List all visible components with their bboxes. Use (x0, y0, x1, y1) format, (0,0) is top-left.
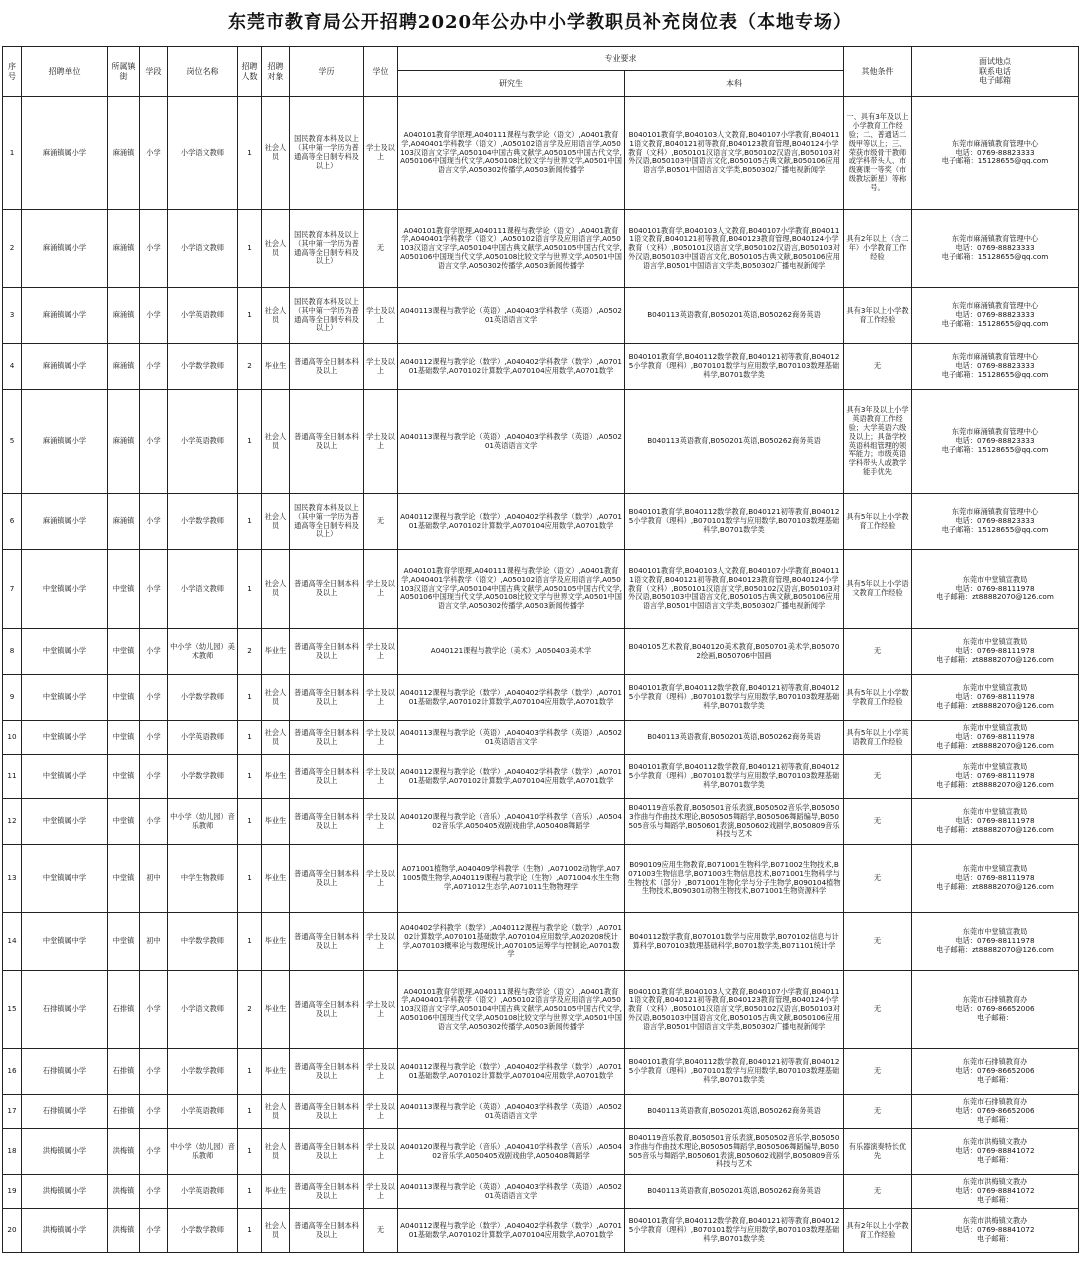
hire-count: 1 (238, 1129, 262, 1175)
stage: 小学 (140, 1129, 168, 1175)
degree: 学士及以上 (364, 629, 398, 675)
position-name: 小学英语教师 (168, 1175, 238, 1209)
row-number: 4 (3, 344, 22, 390)
stage: 小学 (140, 1209, 168, 1253)
bachelor-majors: B040101教育学,B040112数学教育,B040121初等教育,B040125小学教育（理科）,B070101数学与应用数学,B070103数理基础科学,B0701数学类 (625, 494, 844, 550)
header-unit: 招聘单位 (22, 47, 108, 97)
hire-target: 社会人员 (262, 97, 290, 210)
hire-target: 毕业生 (262, 1175, 290, 1209)
recruit-unit: 麻涌镇属小学 (22, 494, 108, 550)
stage: 小学 (140, 971, 168, 1049)
other-conditions: 无 (844, 344, 912, 390)
hire-target: 社会人员 (262, 1095, 290, 1129)
header-stage: 学段 (140, 47, 168, 97)
degree: 学士及以上 (364, 390, 398, 494)
contact-info: 东莞市石排镇教育办 电话：0769-86652006 电子邮箱： (912, 1049, 1079, 1095)
hire-count: 1 (238, 390, 262, 494)
hire-count: 1 (238, 675, 262, 721)
stage: 小学 (140, 97, 168, 210)
education: 国民教育本科及以上（其中第一学历为普通高等全日制专科及以上） (290, 97, 364, 210)
education: 普通高等全日制本科及以上 (290, 1175, 364, 1209)
table-row (3, 1209, 1079, 1253)
stage: 小学 (140, 550, 168, 629)
header-major: 专业要求 (398, 47, 844, 71)
degree: 学士及以上 (364, 1129, 398, 1175)
stage: 小学 (140, 629, 168, 675)
education: 普通高等全日制本科及以上 (290, 1049, 364, 1095)
town: 石排镇 (108, 1095, 140, 1129)
table-row (3, 971, 1079, 1049)
town: 石排镇 (108, 1049, 140, 1095)
degree: 学士及以上 (364, 344, 398, 390)
hire-count: 1 (238, 1175, 262, 1209)
education: 普通高等全日制本科及以上 (290, 344, 364, 390)
stage: 小学 (140, 755, 168, 799)
bachelor-majors: B040112数学教育,B070101数学与应用数学,B070102信息与计算科学,B070103数理基础科学,B0701数学类,B071101统计学 (625, 913, 844, 971)
contact-info: 东莞市中堂镇宣教局 电话：0769-88111978 电子邮箱：zt88882070@126.com (912, 721, 1079, 755)
position-name: 小学数学教师 (168, 1209, 238, 1253)
degree: 无 (364, 210, 398, 288)
table-row (3, 210, 1079, 288)
contact-info: 东莞市中堂镇宣教局 电话：0769-88111978 电子邮箱：zt88882070@126.com (912, 675, 1079, 721)
header-other: 其他条件 (844, 47, 912, 97)
hire-target: 社会人员 (262, 1129, 290, 1175)
town: 中堂镇 (108, 721, 140, 755)
recruit-unit: 石排镇属小学 (22, 971, 108, 1049)
bachelor-majors: B040113英语教育,B050201英语,B050262商务英语 (625, 1175, 844, 1209)
education: 国民教育本科及以上（其中第一学历为普通高等全日制专科及以上） (290, 288, 364, 344)
other-conditions: 具有3年及以上小学英语教育工作经验；大学英语六级及以上；具备学校英语科组管理的领军能力；市级英语学科带头人或教学能手优先 (844, 390, 912, 494)
table-row (3, 494, 1079, 550)
town: 麻涌镇 (108, 210, 140, 288)
grad-majors: A040113课程与教学论（英语）,A040403学科教学（英语）,A050201英语语言文学 (398, 288, 625, 344)
header-education: 学历 (290, 47, 364, 97)
position-name: 中学生物教师 (168, 845, 238, 913)
education: 普通高等全日制本科及以上 (290, 390, 364, 494)
stage: 小学 (140, 1175, 168, 1209)
bachelor-majors: B040101教育学,B040103人文教育,B040107小学教育,B040111语文教育,B040121初等教育,B040123教育管理,B040124小学教育（文科）,B050101汉语言文学,B050102汉语言,B050103对外汉语,B050103中国语言文化,B050105古典文献,B050106应用语言学,B0501中国语言文学类,B050302广播电视新闻学 (625, 550, 844, 629)
hire-target: 社会人员 (262, 675, 290, 721)
row-number: 3 (3, 288, 22, 344)
bachelor-majors: B040101教育学,B040103人文教育,B040107小学教育,B040111语文教育,B040121初等教育,B040123教育管理,B040124小学教育（文科）,B050101汉语言文学,B050102汉语言,B050103对外汉语,B050103中国语言文化,B050105古典文献,B050106应用语言学,B0501中国语言文学类,B050302广播电视新闻学 (625, 971, 844, 1049)
education: 普通高等全日制本科及以上 (290, 799, 364, 845)
town: 洪梅镇 (108, 1175, 140, 1209)
row-number: 13 (3, 845, 22, 913)
hire-count: 1 (238, 721, 262, 755)
other-conditions: 无 (844, 971, 912, 1049)
header-town: 所属镇街 (108, 47, 140, 97)
other-conditions: 无 (844, 1049, 912, 1095)
grad-majors: A040112课程与教学论（数学）,A040402学科教学（数学）,A070101基础数学,A070102计算数学,A070104应用数学,A0701数学 (398, 494, 625, 550)
recruit-unit: 中堂镇属中学 (22, 913, 108, 971)
other-conditions: 具有5年以上小学语文教育工作经验 (844, 550, 912, 629)
header-contact: 面试地点 联系电话 电子邮箱 (912, 47, 1079, 97)
position-name: 小学数学教师 (168, 494, 238, 550)
degree: 无 (364, 494, 398, 550)
contact-info: 东莞市中堂镇宣教局 电话：0769-88111978 电子邮箱：zt88882070@126.com (912, 799, 1079, 845)
town: 石排镇 (108, 971, 140, 1049)
other-conditions: 一、具有3年及以上小学教育工作经验；二、普通话二级甲等以上；三、荣获市级骨干教师或学科带头人、市级赛课一等奖（市级教坛新星）等称号。 (844, 97, 912, 210)
education: 普通高等全日制本科及以上 (290, 629, 364, 675)
table-row (3, 390, 1079, 494)
grad-majors: A040112课程与教学论（数学）,A040402学科教学（数学）,A070101基础数学,A070102计算数学,A070104应用数学,A0701数学 (398, 675, 625, 721)
table-row (3, 913, 1079, 971)
bachelor-majors: B040119音乐教育,B050501音乐表演,B050502音乐学,B050503作曲与作曲技术理论,B050505舞蹈学,B050506舞蹈编导,B050505音乐与舞蹈学,B050601表演,B050602戏剧学,B050809音乐科技与艺术 (625, 1129, 844, 1175)
stage: 小学 (140, 210, 168, 288)
education: 普通高等全日制本科及以上 (290, 971, 364, 1049)
contact-info: 东莞市麻涌镇教育管理中心 电话：0769-88823333 电子邮箱：15128655@qq.com (912, 288, 1079, 344)
hire-count: 1 (238, 97, 262, 210)
grad-majors: A040121课程与教学论（美术）,A050403美术学 (398, 629, 625, 675)
education: 普通高等全日制本科及以上 (290, 721, 364, 755)
position-name: 小学英语教师 (168, 721, 238, 755)
grad-majors: A040112课程与教学论（数学）,A040402学科教学（数学）,A070101基础数学,A070102计算数学,A070104应用数学,A0701数学 (398, 755, 625, 799)
header-grad: 研究生 (398, 71, 625, 97)
table-row (3, 799, 1079, 845)
degree: 学士及以上 (364, 550, 398, 629)
table-row (3, 675, 1079, 721)
education: 国民教育本科及以上（其中第一学历为普通高等全日制专科及以上） (290, 494, 364, 550)
table-row (3, 344, 1079, 390)
hire-count: 1 (238, 913, 262, 971)
position-name: 中小学（幼儿园）音乐教师 (168, 1129, 238, 1175)
bachelor-majors: B040101教育学,B040112数学教育,B040121初等教育,B040125小学教育（理科）,B070101数学与应用数学,B070103数理基础科学,B0701数学类 (625, 1209, 844, 1253)
recruit-unit: 中堂镇属小学 (22, 550, 108, 629)
position-name: 小学语文教师 (168, 550, 238, 629)
bachelor-majors: B040101教育学,B040112数学教育,B040121初等教育,B040125小学教育（理科）,B070101数学与应用数学,B070103数理基础科学,B0701数学类 (625, 344, 844, 390)
hire-target: 社会人员 (262, 721, 290, 755)
row-number: 12 (3, 799, 22, 845)
grad-majors: A040402学科教学（数学）,A040112课程与教学论（数学）,A070102计算数学,A070101基础数学,A070104应用数学,A020208统计学,A070103概率论与数理统计,A070105运筹学与控制论,A0701数学 (398, 913, 625, 971)
contact-info: 东莞市中堂镇宣教局 电话：0769-88111978 电子邮箱：zt88882070@126.com (912, 629, 1079, 675)
positions-table (2, 46, 1079, 1253)
other-conditions: 具有5年以上小学数学教育工作经验 (844, 675, 912, 721)
header-no: 序号 (3, 47, 22, 97)
contact-info: 东莞市洪梅镇文教办 电话：0769-88841072 电子邮箱： (912, 1129, 1079, 1175)
header-target: 招聘对象 (262, 47, 290, 97)
recruit-unit: 石排镇属小学 (22, 1095, 108, 1129)
recruit-unit: 麻涌镇属小学 (22, 210, 108, 288)
town: 麻涌镇 (108, 97, 140, 210)
row-number: 8 (3, 629, 22, 675)
education: 普通高等全日制本科及以上 (290, 550, 364, 629)
hire-count: 1 (238, 550, 262, 629)
position-name: 中学数学教师 (168, 913, 238, 971)
degree: 学士及以上 (364, 288, 398, 344)
table-row (3, 550, 1079, 629)
row-number: 15 (3, 971, 22, 1049)
bachelor-majors: B040113英语教育,B050201英语,B050262商务英语 (625, 721, 844, 755)
position-name: 小学英语教师 (168, 288, 238, 344)
grad-majors: A040113课程与教学论（英语）,A040403学科教学（英语）,A050201英语语言文学 (398, 390, 625, 494)
other-conditions: 无 (844, 629, 912, 675)
hire-target: 毕业生 (262, 971, 290, 1049)
stage: 小学 (140, 721, 168, 755)
hire-count: 1 (238, 1049, 262, 1095)
contact-info: 东莞市麻涌镇教育管理中心 电话：0769-88823333 电子邮箱：15128655@qq.com (912, 390, 1079, 494)
row-number: 20 (3, 1209, 22, 1253)
town: 洪梅镇 (108, 1129, 140, 1175)
education: 普通高等全日制本科及以上 (290, 755, 364, 799)
town: 麻涌镇 (108, 494, 140, 550)
row-number: 5 (3, 390, 22, 494)
table-row (3, 845, 1079, 913)
bachelor-majors: B090109应用生物教育,B071001生物科学,B071002生物技术,B071003生物信息学,B071003生物信息技术,B071001生物科学与生物技术（部分）,B071001生物化学与分子生物学,B090104植物生物技术,B090301动物生物技术,B071001生物资源科学 (625, 845, 844, 913)
grad-majors: A040101教育学原理,A040111课程与教学论（语文）,A0401教育学,A040401学科教学（语文）,A050102语言学及应用语言学,A050103汉语言文字学,A050104中国古典文献学,A050105中国古代文学,A050106中国现当代文学,A050108比较文学与世界文学,A0501中国语言文学,A050302传播学,A0503新闻传播学 (398, 97, 625, 210)
stage: 小学 (140, 1049, 168, 1095)
hire-target: 社会人员 (262, 550, 290, 629)
hire-count: 1 (238, 799, 262, 845)
position-name: 小学语文教师 (168, 971, 238, 1049)
education: 普通高等全日制本科及以上 (290, 1209, 364, 1253)
degree: 无 (364, 1209, 398, 1253)
bachelor-majors: B040113英语教育,B050201英语,B050262商务英语 (625, 288, 844, 344)
position-name: 小学数学教师 (168, 344, 238, 390)
degree: 学士及以上 (364, 845, 398, 913)
contact-info: 东莞市中堂镇宣教局 电话：0769-88111978 电子邮箱：zt88882070@126.com (912, 845, 1079, 913)
row-number: 18 (3, 1129, 22, 1175)
recruit-unit: 麻涌镇属小学 (22, 390, 108, 494)
position-name: 小学语文教师 (168, 97, 238, 210)
bachelor-majors: B040101教育学,B040112数学教育,B040121初等教育,B040125小学教育（理科）,B070101数学与应用数学,B070103数理基础科学,B0701数学类 (625, 675, 844, 721)
recruit-unit: 中堂镇属中学 (22, 845, 108, 913)
town: 中堂镇 (108, 675, 140, 721)
other-conditions: 具有2年以上（含二年）小学教育工作经验 (844, 210, 912, 288)
degree: 学士及以上 (364, 1095, 398, 1129)
degree: 学士及以上 (364, 1175, 398, 1209)
hire-target: 社会人员 (262, 494, 290, 550)
recruit-unit: 麻涌镇属小学 (22, 97, 108, 210)
education: 普通高等全日制本科及以上 (290, 1095, 364, 1129)
hire-target: 社会人员 (262, 1209, 290, 1253)
hire-count: 1 (238, 1095, 262, 1129)
page-title: 东莞市教育局公开招聘2020年公办中小学教职员补充岗位表（本地专场） (227, 12, 853, 33)
other-conditions: 无 (844, 1095, 912, 1129)
town: 中堂镇 (108, 799, 140, 845)
town: 中堂镇 (108, 913, 140, 971)
other-conditions: 具有5年以上小学教育工作经验 (844, 494, 912, 550)
position-name: 小学数学教师 (168, 755, 238, 799)
recruit-unit: 洪梅镇属小学 (22, 1209, 108, 1253)
town: 洪梅镇 (108, 1209, 140, 1253)
grad-majors: A040113课程与教学论（英语）,A040403学科教学（英语）,A050201英语语言文学 (398, 1095, 625, 1129)
position-name: 小学英语教师 (168, 390, 238, 494)
hire-target: 毕业生 (262, 1049, 290, 1095)
degree: 学士及以上 (364, 799, 398, 845)
hire-target: 毕业生 (262, 755, 290, 799)
recruit-unit: 麻涌镇属小学 (22, 288, 108, 344)
contact-info: 东莞市中堂镇宣教局 电话：0769-88111978 电子邮箱：zt88882070@126.com (912, 755, 1079, 799)
hire-target: 社会人员 (262, 390, 290, 494)
hire-count: 1 (238, 288, 262, 344)
stage: 初中 (140, 913, 168, 971)
row-number: 1 (3, 97, 22, 210)
hire-target: 毕业生 (262, 629, 290, 675)
bachelor-majors: B040113英语教育,B050201英语,B050262商务英语 (625, 390, 844, 494)
grad-majors: A040113课程与教学论（英语）,A040403学科教学（英语）,A050201英语语言文学 (398, 721, 625, 755)
stage: 初中 (140, 845, 168, 913)
town: 麻涌镇 (108, 288, 140, 344)
bachelor-majors: B040101教育学,B040103人文教育,B040107小学教育,B040111语文教育,B040121初等教育,B040123教育管理,B040124小学教育（文科）,B050101汉语言文学,B050102汉语言,B050103对外汉语,B050103中国语言文化,B050105古典文献,B050106应用语言学,B0501中国语言文学类,B050302广播电视新闻学 (625, 210, 844, 288)
recruit-unit: 麻涌镇属小学 (22, 344, 108, 390)
degree: 学士及以上 (364, 97, 398, 210)
stage: 小学 (140, 1095, 168, 1129)
education: 普通高等全日制本科及以上 (290, 913, 364, 971)
hire-count: 2 (238, 629, 262, 675)
hire-count: 1 (238, 845, 262, 913)
other-conditions: 具有3年以上小学教育工作经验 (844, 288, 912, 344)
bachelor-majors: B040101教育学,B040112数学教育,B040121初等教育,B040125小学教育（理科）,B070101数学与应用数学,B070103数理基础科学,B0701数学类 (625, 1049, 844, 1095)
position-name: 中小学（幼儿园）音乐教师 (168, 799, 238, 845)
degree: 学士及以上 (364, 675, 398, 721)
contact-info: 东莞市麻涌镇教育管理中心 电话：0769-88823333 电子邮箱：15128655@qq.com (912, 494, 1079, 550)
grad-majors: A040120课程与教学论（音乐）,A040410学科教学（音乐）,A050402音乐学,A050405戏剧戏曲学,A050408舞蹈学 (398, 1129, 625, 1175)
stage: 小学 (140, 799, 168, 845)
town: 麻涌镇 (108, 344, 140, 390)
table-row (3, 97, 1079, 210)
row-number: 9 (3, 675, 22, 721)
other-conditions: 无 (844, 755, 912, 799)
grad-majors: A040101教育学原理,A040111课程与教学论（语文）,A0401教育学,A040401学科教学（语文）,A050102语言学及应用语言学,A050103汉语言文字学,A050104中国古典文献学,A050105中国古代文学,A050106中国现当代文学,A050108比较文学与世界文学,A0501中国语言文学,A050302传播学,A0503新闻传播学 (398, 971, 625, 1049)
stage: 小学 (140, 390, 168, 494)
grad-majors: A040101教育学原理,A040111课程与教学论（语文）,A0401教育学,A040401学科教学（语文）,A050102语言学及应用语言学,A050103汉语言文字学,A050104中国古典文献学,A050105中国古代文学,A050106中国现当代文学,A050108比较文学与世界文学,A0501中国语言文学,A050302传播学,A0503新闻传播学 (398, 210, 625, 288)
town: 中堂镇 (108, 629, 140, 675)
hire-target: 社会人员 (262, 288, 290, 344)
stage: 小学 (140, 675, 168, 721)
table-row (3, 721, 1079, 755)
recruit-unit: 洪梅镇属小学 (22, 1175, 108, 1209)
contact-info: 东莞市石排镇教育办 电话：0769-86652006 电子邮箱： (912, 971, 1079, 1049)
hire-target: 毕业生 (262, 344, 290, 390)
education: 普通高等全日制本科及以上 (290, 1129, 364, 1175)
row-number: 19 (3, 1175, 22, 1209)
recruit-unit: 石排镇属小学 (22, 1049, 108, 1095)
header-degree: 学位 (364, 47, 398, 97)
position-name: 小学英语教师 (168, 1095, 238, 1129)
table-row (3, 1175, 1079, 1209)
hire-target: 毕业生 (262, 845, 290, 913)
other-conditions: 具有5年以上小学英语教育工作经验 (844, 721, 912, 755)
bachelor-majors: B040101教育学,B040112数学教育,B040121初等教育,B040125小学教育（理科）,B070101数学与应用数学,B070103数理基础科学,B0701数学类 (625, 755, 844, 799)
grad-majors: A040120课程与教学论（音乐）,A040410学科教学（音乐）,A050402音乐学,A050405戏剧戏曲学,A050408舞蹈学 (398, 799, 625, 845)
header-position: 岗位名称 (168, 47, 238, 97)
table-row (3, 288, 1079, 344)
town: 中堂镇 (108, 755, 140, 799)
degree: 学士及以上 (364, 1049, 398, 1095)
position-name: 中小学（幼儿园）美术教师 (168, 629, 238, 675)
degree: 学士及以上 (364, 913, 398, 971)
row-number: 14 (3, 913, 22, 971)
hire-count: 1 (238, 494, 262, 550)
hire-count: 1 (238, 210, 262, 288)
row-number: 2 (3, 210, 22, 288)
position-name: 小学数学教师 (168, 675, 238, 721)
stage: 小学 (140, 344, 168, 390)
degree: 学士及以上 (364, 721, 398, 755)
contact-info: 东莞市麻涌镇教育管理中心 电话：0769-88823333 电子邮箱：15128655@qq.com (912, 97, 1079, 210)
hire-target: 毕业生 (262, 799, 290, 845)
recruit-unit: 中堂镇属小学 (22, 799, 108, 845)
table-row (3, 629, 1079, 675)
stage: 小学 (140, 494, 168, 550)
education: 普通高等全日制本科及以上 (290, 675, 364, 721)
bachelor-majors: B040105艺术教育,B040120美术教育,B050701美术学,B050702绘画,B050706中国画 (625, 629, 844, 675)
table-row (3, 1095, 1079, 1129)
bachelor-majors: B040101教育学,B040103人文教育,B040107小学教育,B040111语文教育,B040121初等教育,B040123教育管理,B040124小学教育（文科）,B050101汉语言文学,B050102汉语言,B050103对外汉语,B050103中国语言文化,B050105古典文献,B050106应用语言学,B0501中国语言文学类,B050302广播电视新闻学 (625, 97, 844, 210)
other-conditions: 具有2年以上小学教育工作经验 (844, 1209, 912, 1253)
town: 中堂镇 (108, 845, 140, 913)
town: 麻涌镇 (108, 390, 140, 494)
bachelor-majors: B040113英语教育,B050201英语,B050262商务英语 (625, 1095, 844, 1129)
row-number: 17 (3, 1095, 22, 1129)
hire-count: 2 (238, 344, 262, 390)
grad-majors: A040113课程与教学论（英语）,A040403学科教学（英语）,A050201英语语言文学 (398, 1175, 625, 1209)
contact-info: 东莞市麻涌镇教育管理中心 电话：0769-88823333 电子邮箱：15128655@qq.com (912, 210, 1079, 288)
stage: 小学 (140, 288, 168, 344)
other-conditions: 无 (844, 1175, 912, 1209)
grad-majors: A071001植物学,A040409学科教学（生物）,A071002动物学,A071005微生物学,A040119课程与教学论（生物）,A071004水生生物学,A071012生态学,A071011生物物理学 (398, 845, 625, 913)
position-name: 小学语文教师 (168, 210, 238, 288)
position-name: 小学数学教师 (168, 1049, 238, 1095)
table-row (3, 1129, 1079, 1175)
education: 国民教育本科及以上（其中第一学历为普通高等全日制专科及以上） (290, 210, 364, 288)
town: 中堂镇 (108, 550, 140, 629)
grad-majors: A040112课程与教学论（数学）,A040402学科教学（数学）,A070101基础数学,A070102计算数学,A070104应用数学,A0701数学 (398, 1209, 625, 1253)
table-row (3, 1049, 1079, 1095)
row-number: 6 (3, 494, 22, 550)
other-conditions: 有乐器演奏特长优先 (844, 1129, 912, 1175)
header-count: 招聘人数 (238, 47, 262, 97)
grad-majors: A040101教育学原理,A040111课程与教学论（语文）,A0401教育学,A040401学科教学（语文）,A050102语言学及应用语言学,A050103汉语言文字学,A050104中国古典文献学,A050105中国古代文学,A050106中国现当代文学,A050108比较文学与世界文学,A0501中国语言文学,A050302传播学,A0503新闻传播学 (398, 550, 625, 629)
contact-info: 东莞市中堂镇宣教局 电话：0769-88111978 电子邮箱：zt88882070@126.com (912, 913, 1079, 971)
hire-target: 社会人员 (262, 210, 290, 288)
other-conditions: 无 (844, 913, 912, 971)
recruit-unit: 中堂镇属小学 (22, 755, 108, 799)
education: 普通高等全日制本科及以上 (290, 845, 364, 913)
row-number: 16 (3, 1049, 22, 1095)
header-bach: 本科 (625, 71, 844, 97)
recruit-unit: 中堂镇属小学 (22, 721, 108, 755)
grad-majors: A040112课程与教学论（数学）,A040402学科教学（数学）,A070101基础数学,A070102计算数学,A070104应用数学,A0701数学 (398, 1049, 625, 1095)
hire-count: 1 (238, 1209, 262, 1253)
row-number: 10 (3, 721, 22, 755)
table-row (3, 755, 1079, 799)
row-number: 7 (3, 550, 22, 629)
other-conditions: 无 (844, 845, 912, 913)
bachelor-majors: B040119音乐教育,B050501音乐表演,B050502音乐学,B050503作曲与作曲技术理论,B050505舞蹈学,B050506舞蹈编导,B050505音乐与舞蹈学,B050601表演,B050602戏剧学,B050809音乐科技与艺术 (625, 799, 844, 845)
contact-info: 东莞市洪梅镇文教办 电话：0769-88841072 电子邮箱： (912, 1175, 1079, 1209)
grad-majors: A040112课程与教学论（数学）,A040402学科教学（数学）,A070101基础数学,A070102计算数学,A070104应用数学,A0701数学 (398, 344, 625, 390)
recruit-unit: 中堂镇属小学 (22, 675, 108, 721)
hire-count: 2 (238, 971, 262, 1049)
degree: 学士及以上 (364, 971, 398, 1049)
contact-info: 东莞市麻涌镇教育管理中心 电话：0769-88823333 电子邮箱：15128655@qq.com (912, 344, 1079, 390)
contact-info: 东莞市石排镇教育办 电话：0769-86652006 电子邮箱： (912, 1095, 1079, 1129)
recruit-unit: 洪梅镇属小学 (22, 1129, 108, 1175)
row-number: 11 (3, 755, 22, 799)
contact-info: 东莞市洪梅镇文教办 电话：0769-88841072 电子邮箱： (912, 1209, 1079, 1253)
hire-target: 毕业生 (262, 913, 290, 971)
degree: 学士及以上 (364, 755, 398, 799)
hire-count: 1 (238, 755, 262, 799)
recruit-unit: 中堂镇属小学 (22, 629, 108, 675)
contact-info: 东莞市中堂镇宣教局 电话：0769-88111978 电子邮箱：zt88882070@126.com (912, 550, 1079, 629)
other-conditions: 无 (844, 799, 912, 845)
